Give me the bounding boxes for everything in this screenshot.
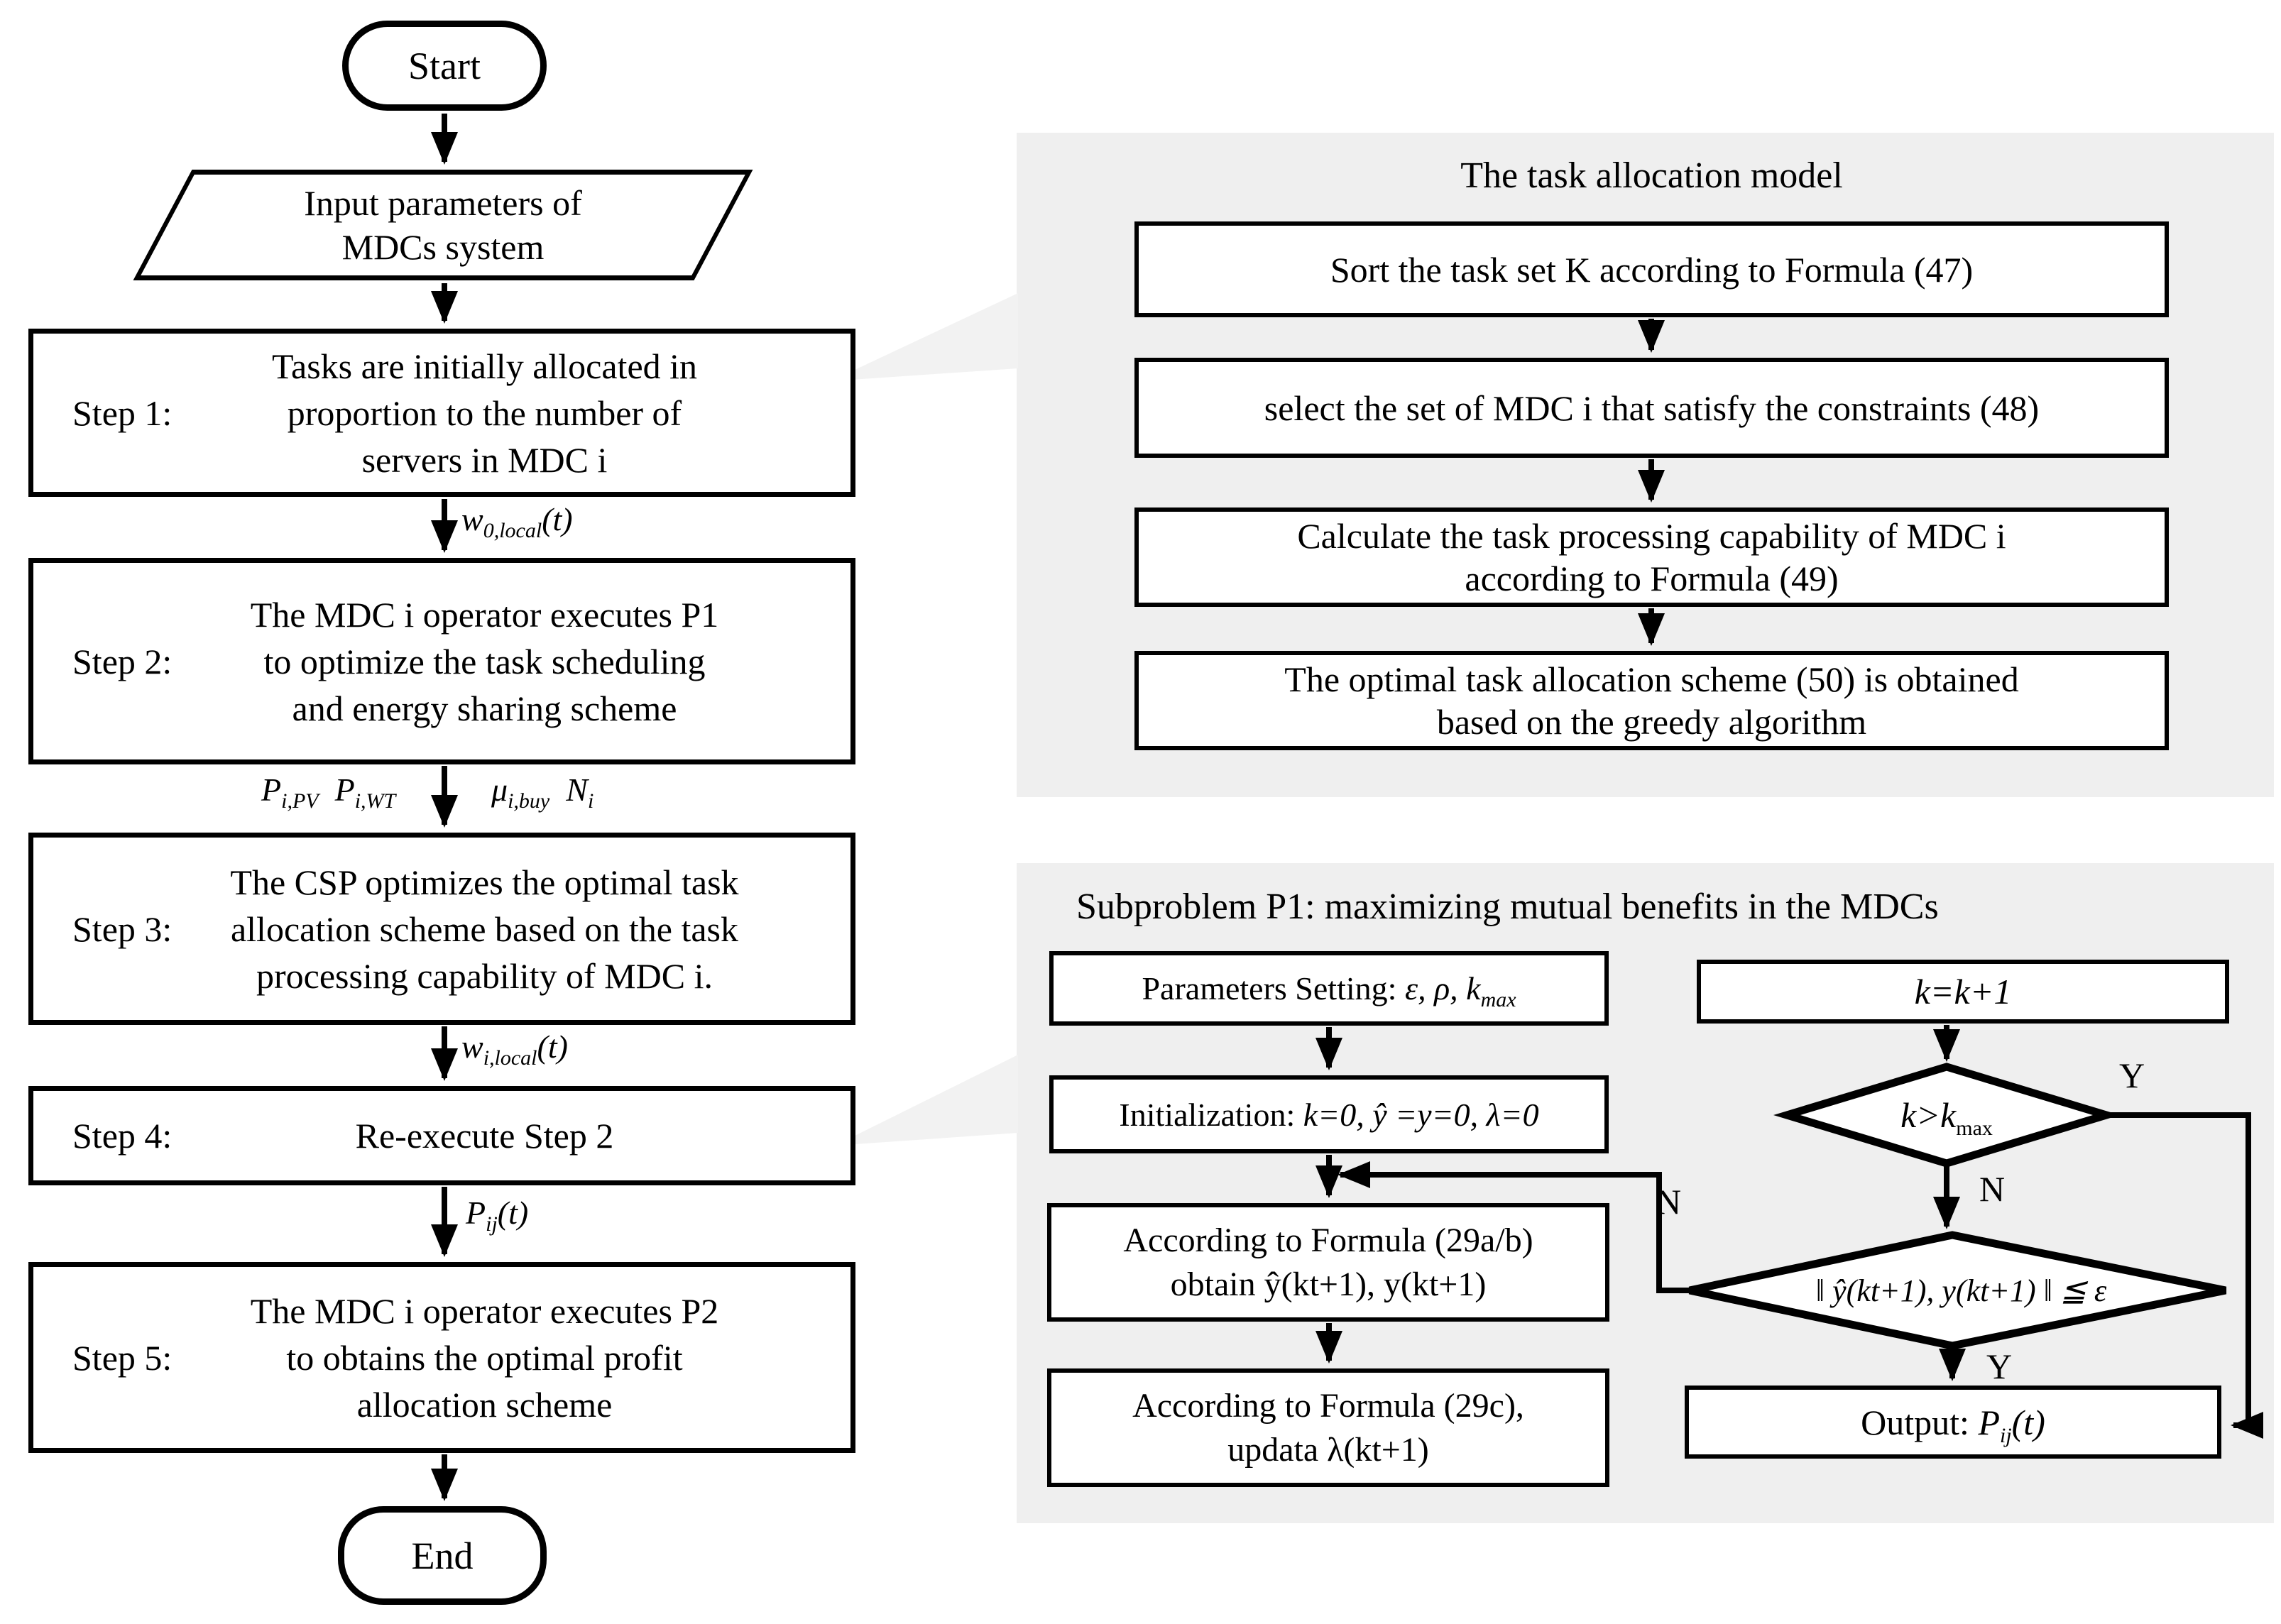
edge-label-p-pv-wt: $P_{i,PV}$ $P_{i,WT}$ (261, 772, 396, 813)
input-parallelogram-text: Input parameters of MDCs system (304, 183, 582, 267)
step5-text: The MDC i operator executes P2 to obtains the optimal profit allocation scheme (250, 1290, 719, 1425)
start-label: Start (408, 44, 481, 87)
step1-label: Step 1: (72, 393, 173, 433)
task-box-sort-text: Sort the task set K according to Formula (47) (1330, 249, 1974, 290)
initialization-text: Initialization: k=0, ŷ =y=0, λ=0 (1119, 1096, 1539, 1133)
branch-norm-yes-label: Y (1986, 1346, 2013, 1386)
step1-box (28, 329, 855, 497)
task-box-select (1134, 358, 2169, 458)
edge-label-wi-local: $w_{i,local}(t)$ (461, 1028, 568, 1070)
start-node (342, 21, 547, 111)
edge-label-pij: $P_{ij}(t)$ (466, 1195, 529, 1236)
step1-text: Tasks are initially allocated in proportion to the number of servers in MDC i (271, 346, 698, 480)
step2-label: Step 2: (72, 641, 173, 681)
step5-label: Step 5: (72, 1337, 173, 1378)
step4-box (28, 1086, 855, 1185)
parameters-setting-box (1049, 951, 1609, 1026)
step3-box (28, 833, 855, 1025)
task-box-calculate (1134, 508, 2169, 607)
task-box-calculate-text: Calculate the task processing capability of MDC i according to Formula (49) (1297, 516, 2006, 598)
callout-wedge-step1 (831, 293, 1018, 381)
edge-label-w0-local: $w_{0,local}(t)$ (461, 501, 573, 543)
task-box-select-text: select the set of MDC i that satisfy the constraints (48) (1264, 388, 2040, 428)
step3-label: Step 3: (72, 909, 173, 949)
edge-label-mu-ni: $\mu_{i,buy}$ $N_i$ (491, 772, 594, 813)
formula-29ab-text: According to Formula (29a/b) obtain ŷ(kt+1), y(kt+1) (1123, 1221, 1533, 1303)
step2-box (28, 558, 855, 764)
task-box-greedy (1134, 651, 2169, 750)
branch-kmax-no-label: N (1979, 1169, 2006, 1209)
task-box-greedy-text: The optimal task allocation scheme (50) is obtained based on the greedy algorithm (1284, 659, 2019, 742)
subproblem-panel-title: Subproblem P1: maximizing mutual benefits in the MDCs (1076, 887, 1939, 927)
step5-box (28, 1262, 855, 1453)
branch-kmax-yes-label: Y (2119, 1055, 2145, 1095)
step2-text: The MDC i operator executes P1 to optimize the task scheduling and energy sharing scheme (250, 594, 719, 728)
step4-label: Step 4: (72, 1116, 173, 1156)
step3-text: The CSP optimizes the optimal task allocation scheme based on the task processing capability of MDC i. (230, 862, 739, 996)
k-increment-text: k=k+1 (1914, 972, 2012, 1011)
k-increment-box (1697, 960, 2229, 1024)
task-box-sort (1134, 221, 2169, 317)
end-node (338, 1506, 547, 1605)
step4-text: Re-execute Step 2 (355, 1116, 614, 1156)
output-box (1685, 1386, 2221, 1459)
task-panel-title: The task allocation model (1460, 155, 1843, 196)
formula-29c-text: According to Formula (29c), updata λ(kt+1) (1132, 1386, 1524, 1469)
formula-29ab-box (1047, 1203, 1609, 1322)
output-text: Output: $P_{ij}(t)$ (1861, 1402, 2045, 1447)
formula-29c-box (1047, 1368, 1609, 1487)
decision-norm-text: ‖ ŷ(kt+1), y(kt+1) ‖ ≦ ε (1815, 1273, 2107, 1308)
initialization-box (1049, 1075, 1609, 1153)
callout-wedge-step4 (835, 1055, 1018, 1146)
branch-norm-no-label: N (1656, 1182, 1682, 1222)
decision-kmax-text: $k>k_{max}$ (1900, 1095, 1993, 1140)
parameters-setting-text: Parameters Setting: ε, ρ, $k_{max}$ (1142, 970, 1516, 1012)
end-label: End (411, 1534, 474, 1577)
